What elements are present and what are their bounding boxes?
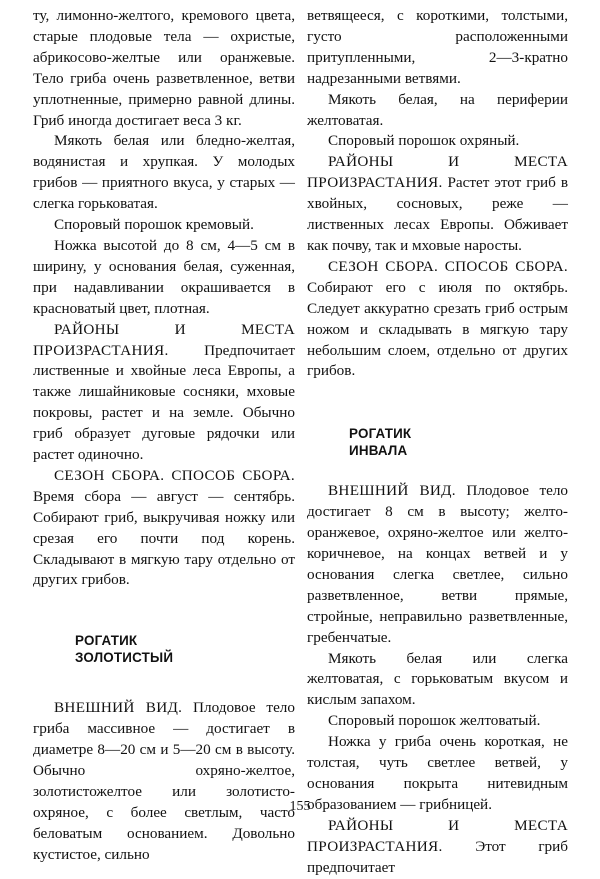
heading-line: ЗОЛОТИСТЫЙ [75, 649, 174, 665]
paragraph [307, 816, 568, 879]
section-text: Плодовое тело достигает 8 см в высоту; желто-оранжевое, охряно-желтое или желто-коричневое, на концах ветвей и у основания слегка светлее, сильно разветвленное, ветви прямые, стройные, неправильно разветвленные, гребенчатые. [307, 482, 568, 646]
paragraph [307, 481, 568, 648]
paragraph [33, 320, 295, 466]
section-lead: РАЙОНЫ И МЕСТА ПРОИЗРАСТАНИЯ. [307, 153, 568, 192]
paragraph [307, 152, 568, 257]
paragraph: Мякоть белая, на периферии желтоватая. [307, 90, 568, 129]
section-lead: ВНЕШНИЙ ВИД. [328, 482, 456, 500]
section-lead: СЕЗОН СБОРА. СПОСОБ СБОРА. [54, 466, 295, 484]
section-text: Этот гриб предпочитает [307, 837, 568, 876]
paragraph [307, 257, 568, 382]
section-lead: РАЙОНЫ И МЕСТА ПРОИЗРАСТАНИЯ. [307, 816, 568, 855]
paragraph: ту, лимонно-желтого, кремового цвета, старые плодовые тела — охристые, абрикосово-желтые или оранжевые. Тело гриба очень разветвленное, ветви уплотненные, примерно равной длины. Гриб иногда достигает веса 3 кг. [33, 7, 295, 129]
species-heading [349, 426, 568, 459]
paragraph [33, 698, 295, 865]
paragraph: Ножка у гриба очень короткая, не толстая, чуть светлее ветвей, у основания покрыта нитевидным образованием — грибницей. [307, 733, 568, 813]
section-text: Предпочитает лиственные и хвойные леса Европы, а также лишайниковые сосняки, мховые покровы, растет и на земле. Обычно гриб образует дуговые рядочки или растет одиночно. [33, 341, 295, 464]
species-heading [75, 633, 295, 666]
heading-line: РОГАТИК [349, 426, 412, 442]
heading-line: ИНВАЛА [349, 442, 408, 458]
paragraph: Мякоть белая или бледно-желтая, водянистая и хрупкая. У молодых грибов — приятного вкуса, у старых — слегка горьковатая. [33, 132, 295, 213]
paragraph: Ножка высотой до 8 см, 4—5 см в ширину, у основания белая, суженная, при надавливании окрашивается в красноватый цвет, плотная. [33, 236, 295, 317]
left-column [33, 6, 295, 866]
section-text: Время сбора — август — сентябрь. Собирают гриб, выкручивая ножку или срезая его почти под корень. Складывают в мягкую тару отдельно от других грибов. [33, 487, 295, 589]
paragraph: Споровый порошок желтоватый. [328, 712, 541, 730]
section-text: Растет этот гриб в хвойных, сосновых, реже — лиственных лесах Европы. Обживает как почву, так и мховые наросты. [307, 174, 568, 254]
section-lead: СЕЗОН СБОРА. СПОСОБ СБОРА. [328, 257, 568, 275]
paragraph: Споровый порошок охряный. [328, 132, 520, 150]
paragraph: Мякоть белая или слегка желтоватая, с горьковатым вкусом и кислым запахом. [307, 649, 568, 709]
section-text: Собирают его с июля по октябрь. Следует аккуратно срезать гриб острым ножом и складывать в мягкую тару небольшим слоем, отдельно от других грибов. [307, 278, 568, 380]
right-column [307, 6, 568, 879]
paragraph: ветвящееся, с короткими, толстыми, густо расположенными притупленными, 2—3-кратно надрезанными ветвями. [307, 7, 568, 87]
paragraph [33, 466, 295, 591]
paragraph: Споровый порошок кремовый. [54, 216, 254, 234]
section-lead: ВНЕШНИЙ ВИД. [54, 699, 183, 717]
page-number: 155 [289, 799, 311, 814]
section-lead: РАЙОНЫ И МЕСТА ПРОИЗРАСТАНИЯ. [33, 320, 295, 359]
section-text: Плодовое тело гриба массивное — достигает в диаметре 8—20 см и 5—20 см в высоту. Обычно охряно-желтое, золотистожелтое или золотисто-охряное, с более светлым, часто беловатым основанием. Довольно кустистое, сильно [33, 699, 295, 863]
heading-line: РОГАТИК [75, 633, 138, 649]
